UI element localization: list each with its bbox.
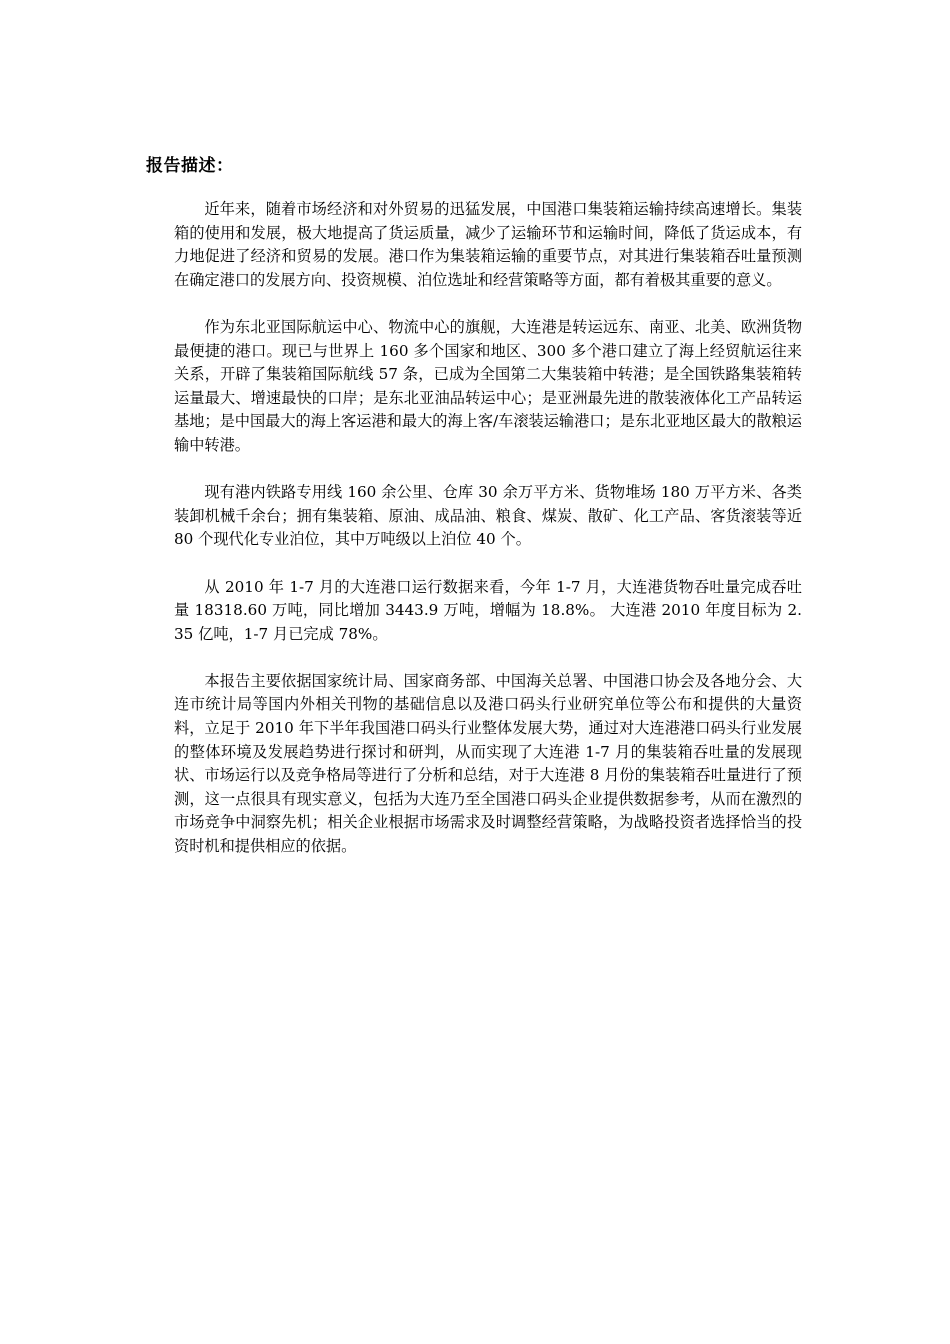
paragraph-facilities: 现有港内铁路专用线 160 余公里、仓库 30 余万平方米、货物堆场 180 万平方米、各类装卸机械千余台；拥有集装箱、原油、成品油、粮食、煤炭、散矿、化工产品、客货滚装等近 80 个现代化专业泊位，其中万吨级以上泊位 40 个。 [174, 483, 802, 549]
report-description-heading: 报告描述： [146, 156, 234, 176]
report-body [174, 198, 802, 882]
paragraph-intro: 近年来，随着市场经济和对外贸易的迅猛发展，中国港口集装箱运输持续高速增长。集装箱的使用和发展，极大地提高了货运质量，减少了运输环节和运输时间，降低了货运成本，有力地促进了经济和贸易的发展。港口作为集装箱运输的重要节点，对其进行集装箱吞吐量预测在确定港口的发展方向、投资规模、泊位选址和经营策略等方面，都有着极其重要的意义。 [174, 200, 802, 289]
paragraph-statistics: 从 2010 年 1-7 月的大连港口运行数据来看，今年 1-7 月，大连港货物吞吐量完成吞吐量 18318.60 万吨，同比增加 3443.9 万吨，增幅为 18.8%。 大连港 2010 年度目标为 2.35 亿吨，1-7 月已完成 78%。 [174, 577, 802, 643]
paragraph-report-basis: 本报告主要依据国家统计局、国家商务部、中国海关总署、中国港口协会及各地分会、大连市统计局等国内外相关刊物的基础信息以及港口码头行业研究单位等公布和提供的大量资料，立足于 2010 年下半年我国港口码头行业整体发展大势，通过对大连港港口码头行业发展的整体环境及发展趋势进行探讨和研判，从而实现了大连港 1-7 月的集装箱吞吐量的发展现状、市场运行以及竞争格局等进行了分析和总结，对于大连港 8 月份的集装箱吞吐量进行了预测，这一点很具有现实意义，包括为大连乃至全国港口码头企业提供数据参考，从而在激烈的市场竞争中洞察先机；相关企业根据市场需求及时调整经营策略，为战略投资者选择恰当的投资时机和提供相应的依据。 [174, 671, 802, 856]
paragraph-dalian-port: 作为东北亚国际航运中心、物流中心的旗舰，大连港是转运远东、南亚、北美、欧洲货物最便捷的港口。现已与世界上 160 多个国家和地区、300 多个港口建立了海上经贸航运往来关系，开辟了集装箱国际航线 57 条，已成为全国第二大集装箱中转港；是全国铁路集装箱转运量最大、增速最快的口岸；是东北亚油品转运中心；是亚洲最先进的散装液体化工产品转运基地；是中国最大的海上客运港和最大的海上客/车滚装运输港口；是东北亚地区最大的散粮运输中转港。 [174, 317, 802, 454]
